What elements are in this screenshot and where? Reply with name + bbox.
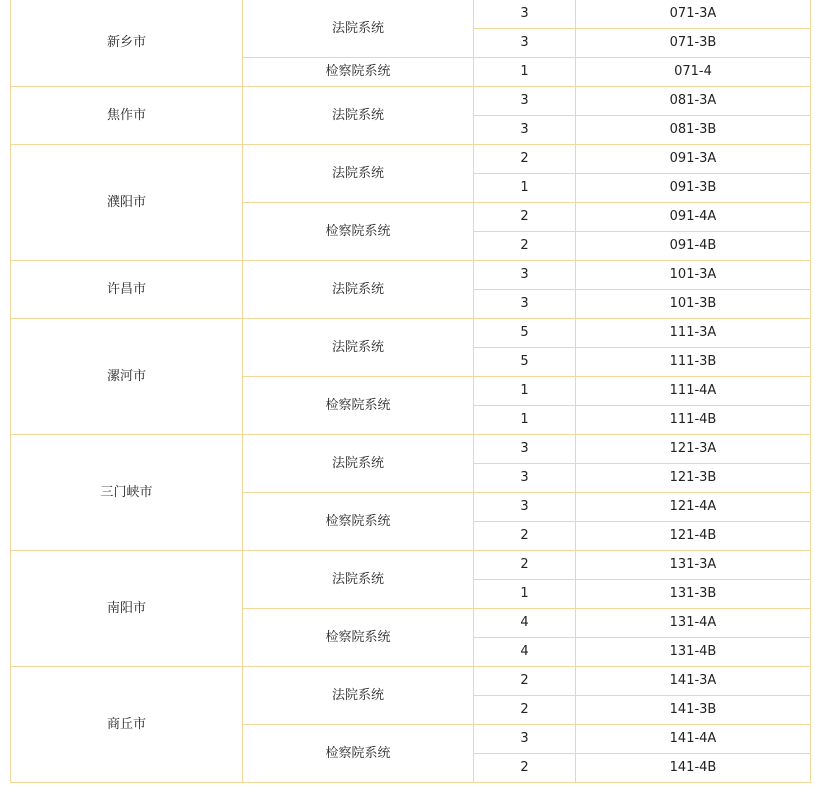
count-cell: 3 bbox=[474, 725, 576, 754]
count-cell: 3 bbox=[474, 493, 576, 522]
code-cell: 091-4A bbox=[576, 203, 811, 232]
system-cell: 法院系统 bbox=[243, 0, 474, 58]
system-cell: 检察院系统 bbox=[243, 203, 474, 261]
code-cell: 101-3B bbox=[576, 290, 811, 319]
count-cell: 1 bbox=[474, 406, 576, 435]
system-cell: 检察院系统 bbox=[243, 725, 474, 783]
code-cell: 141-4A bbox=[576, 725, 811, 754]
city-cell: 许昌市 bbox=[11, 261, 243, 319]
system-cell: 检察院系统 bbox=[243, 493, 474, 551]
recruitment-table bbox=[10, 0, 811, 783]
system-cell: 法院系统 bbox=[243, 261, 474, 319]
count-cell: 3 bbox=[474, 261, 576, 290]
count-cell: 1 bbox=[474, 174, 576, 203]
count-cell: 3 bbox=[474, 29, 576, 58]
table-row bbox=[11, 87, 811, 116]
code-cell: 141-3A bbox=[576, 667, 811, 696]
count-cell: 3 bbox=[474, 87, 576, 116]
count-cell: 1 bbox=[474, 58, 576, 87]
code-cell: 121-3B bbox=[576, 464, 811, 493]
system-cell: 法院系统 bbox=[243, 551, 474, 609]
city-cell: 南阳市 bbox=[11, 551, 243, 667]
count-cell: 2 bbox=[474, 203, 576, 232]
code-cell: 121-4A bbox=[576, 493, 811, 522]
code-cell: 071-3B bbox=[576, 29, 811, 58]
city-cell: 新乡市 bbox=[11, 0, 243, 87]
code-cell: 111-4A bbox=[576, 377, 811, 406]
system-cell: 检察院系统 bbox=[243, 58, 474, 87]
city-cell: 漯河市 bbox=[11, 319, 243, 435]
code-cell: 131-4A bbox=[576, 609, 811, 638]
system-cell: 检察院系统 bbox=[243, 609, 474, 667]
count-cell: 3 bbox=[474, 435, 576, 464]
count-cell: 3 bbox=[474, 464, 576, 493]
code-cell: 111-4B bbox=[576, 406, 811, 435]
code-cell: 131-4B bbox=[576, 638, 811, 667]
table-row bbox=[11, 551, 811, 580]
count-cell: 2 bbox=[474, 696, 576, 725]
code-cell: 081-3B bbox=[576, 116, 811, 145]
count-cell: 2 bbox=[474, 145, 576, 174]
count-cell: 5 bbox=[474, 348, 576, 377]
code-cell: 071-3A bbox=[576, 0, 811, 29]
count-cell: 2 bbox=[474, 667, 576, 696]
system-cell: 检察院系统 bbox=[243, 377, 474, 435]
count-cell: 3 bbox=[474, 116, 576, 145]
code-cell: 121-3A bbox=[576, 435, 811, 464]
table-row bbox=[11, 0, 811, 29]
code-cell: 091-3A bbox=[576, 145, 811, 174]
code-cell: 131-3B bbox=[576, 580, 811, 609]
table-row bbox=[11, 261, 811, 290]
code-cell: 121-4B bbox=[576, 522, 811, 551]
count-cell: 4 bbox=[474, 638, 576, 667]
city-cell: 濮阳市 bbox=[11, 145, 243, 261]
count-cell: 3 bbox=[474, 290, 576, 319]
system-cell: 法院系统 bbox=[243, 319, 474, 377]
code-cell: 141-3B bbox=[576, 696, 811, 725]
table-row bbox=[11, 319, 811, 348]
code-cell: 071-4 bbox=[576, 58, 811, 87]
city-cell: 焦作市 bbox=[11, 87, 243, 145]
count-cell: 1 bbox=[474, 580, 576, 609]
count-cell: 2 bbox=[474, 522, 576, 551]
count-cell: 5 bbox=[474, 319, 576, 348]
code-cell: 131-3A bbox=[576, 551, 811, 580]
table-row bbox=[11, 435, 811, 464]
code-cell: 081-3A bbox=[576, 87, 811, 116]
count-cell: 4 bbox=[474, 609, 576, 638]
code-cell: 091-4B bbox=[576, 232, 811, 261]
code-cell: 091-3B bbox=[576, 174, 811, 203]
count-cell: 2 bbox=[474, 551, 576, 580]
code-cell: 141-4B bbox=[576, 754, 811, 783]
count-cell: 2 bbox=[474, 232, 576, 261]
count-cell: 3 bbox=[474, 0, 576, 29]
system-cell: 法院系统 bbox=[243, 87, 474, 145]
table-row bbox=[11, 145, 811, 174]
system-cell: 法院系统 bbox=[243, 145, 474, 203]
city-cell: 商丘市 bbox=[11, 667, 243, 783]
code-cell: 101-3A bbox=[576, 261, 811, 290]
count-cell: 2 bbox=[474, 754, 576, 783]
table-row bbox=[11, 667, 811, 696]
count-cell: 1 bbox=[474, 377, 576, 406]
code-cell: 111-3A bbox=[576, 319, 811, 348]
system-cell: 法院系统 bbox=[243, 435, 474, 493]
city-cell: 三门峡市 bbox=[11, 435, 243, 551]
code-cell: 111-3B bbox=[576, 348, 811, 377]
system-cell: 法院系统 bbox=[243, 667, 474, 725]
